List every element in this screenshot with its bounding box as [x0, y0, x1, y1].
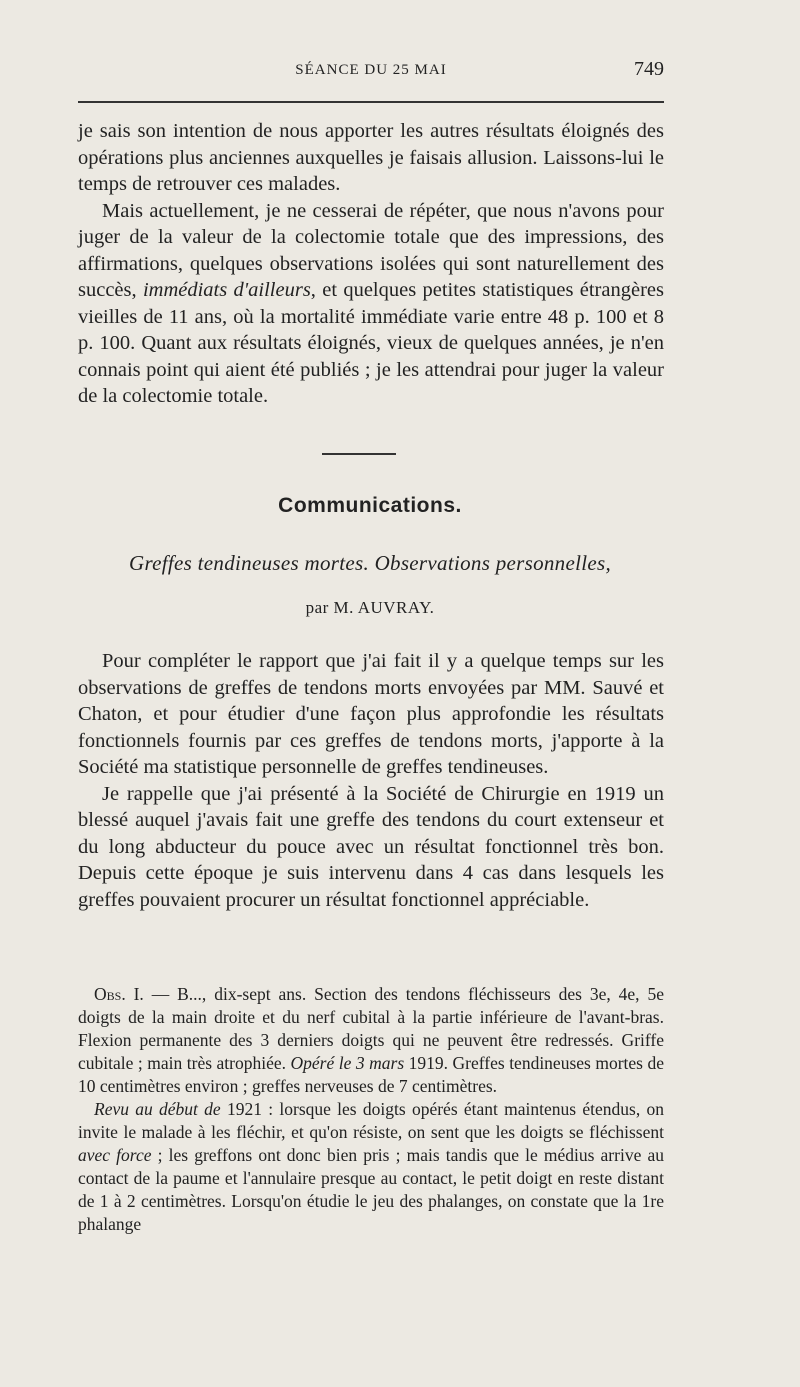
observation-1-italic: Opéré le 3 mars	[290, 1053, 405, 1073]
observation-1	[78, 983, 664, 1098]
observation-1-followup-text-2: ; les greffons ont donc bien pris ; mais tandis que le médius arrive au contact de la paume et l'annulaire presque au contact, le petit doigt en reste distant de 1 à 2 centimètres. Lorsqu'on étudie le jeu des phalanges, on constate que la 1re phalange	[78, 1145, 664, 1234]
observation-1-text-2: 1919. Greffes tendineuses mortes de 10 centimètres environ ; greffes nerveuses de 7 centimètres.	[78, 1053, 664, 1096]
observation-1-followup-italic: Revu au début de	[94, 1099, 221, 1119]
paragraph-3: Pour compléter le rapport que j'ai fait il y a quelque temps sur les observations de greffes de tendons morts envoyées par MM. Sauvé et Chaton, et pour étudier d'une façon plus approfondie les résultats fonctionnels fournis par ces greffes de tendons morts, j'apporte à la Société ma statistique personnelle de greffes tendineuses.	[78, 650, 664, 778]
observation-1-text-1: — B..., dix-sept ans. Section des tendons fléchisseurs des 3e, 4e, 5e doigts de la main droite et du nerf cubital à la partie inférieure de l'avant-bras. Flexion permanente des 3 derniers doigts qui ne peuvent être redressés. Griffe cubitale ; main très atrophiée.	[78, 984, 664, 1073]
paragraph-1: je sais son intention de nous apporter les autres résultats éloignés des opérations plus anciennes auxquelles je faisais allusion. Laissons-lui le temps de retrouver ces malades.	[78, 120, 664, 195]
page-header	[78, 58, 664, 88]
running-title: SÉANCE DU 25 MAI	[295, 62, 447, 78]
observation-1-followup-text-1: 1921 : lorsque les doigts opérés étant maintenus étendus, on invite le malade à les fléchir, et qu'on résiste, on sent que les doigts se fléchissent	[78, 1099, 664, 1142]
observation-1-label: Obs. I.	[94, 984, 144, 1004]
author-line: par M. AUVRAY.	[305, 598, 435, 617]
article-title: Greffes tendineuses mortes. Observations personnelles,	[128, 551, 612, 575]
section-title: Communications.	[278, 494, 462, 517]
header-rule	[78, 101, 664, 103]
paragraph-2	[78, 198, 664, 410]
observation-1-followup-italic-2: avec force	[78, 1145, 152, 1165]
paragraph-4: Je rappelle que j'ai présenté à la Société de Chirurgie en 1919 un blessé auquel j'avais fait une greffe des tendons du court extenseur et du long abducteur du pouce avec un résultat fonctionnel très bon. Depuis cette époque je suis intervenu dans 4 cas dans lesquels les greffes pouvaient procurer un résultat fonctionnel appréciable.	[78, 782, 664, 911]
body-text-main	[78, 648, 664, 913]
observation-block	[78, 983, 664, 1236]
observation-1-followup	[78, 1098, 664, 1236]
paragraph-2-part-2: , et quelques petites statistiques étrangères vieilles de 11 ans, où la mortalité immédiate varie entre 48 p. 100 et 8 p. 100. Quant aux résultats éloignés, vieux de quelques années, je n'en connais point qui aient été publiés ; je les attendrai pour juger la valeur de la colectomie totale.	[78, 279, 664, 407]
page-number: 749	[634, 58, 664, 80]
body-text-top	[78, 118, 664, 410]
paragraph-2-part-1: Mais actuellement, je ne cesserai de répéter, que nous n'avons pour juger de la valeur de la colectomie totale que des impressions, des affirmations, quelques observations isolées qui sont naturellement des succès,	[78, 199, 664, 301]
paragraph-2-italic: immédiats d'ailleurs	[142, 279, 311, 301]
section-divider	[322, 453, 396, 455]
